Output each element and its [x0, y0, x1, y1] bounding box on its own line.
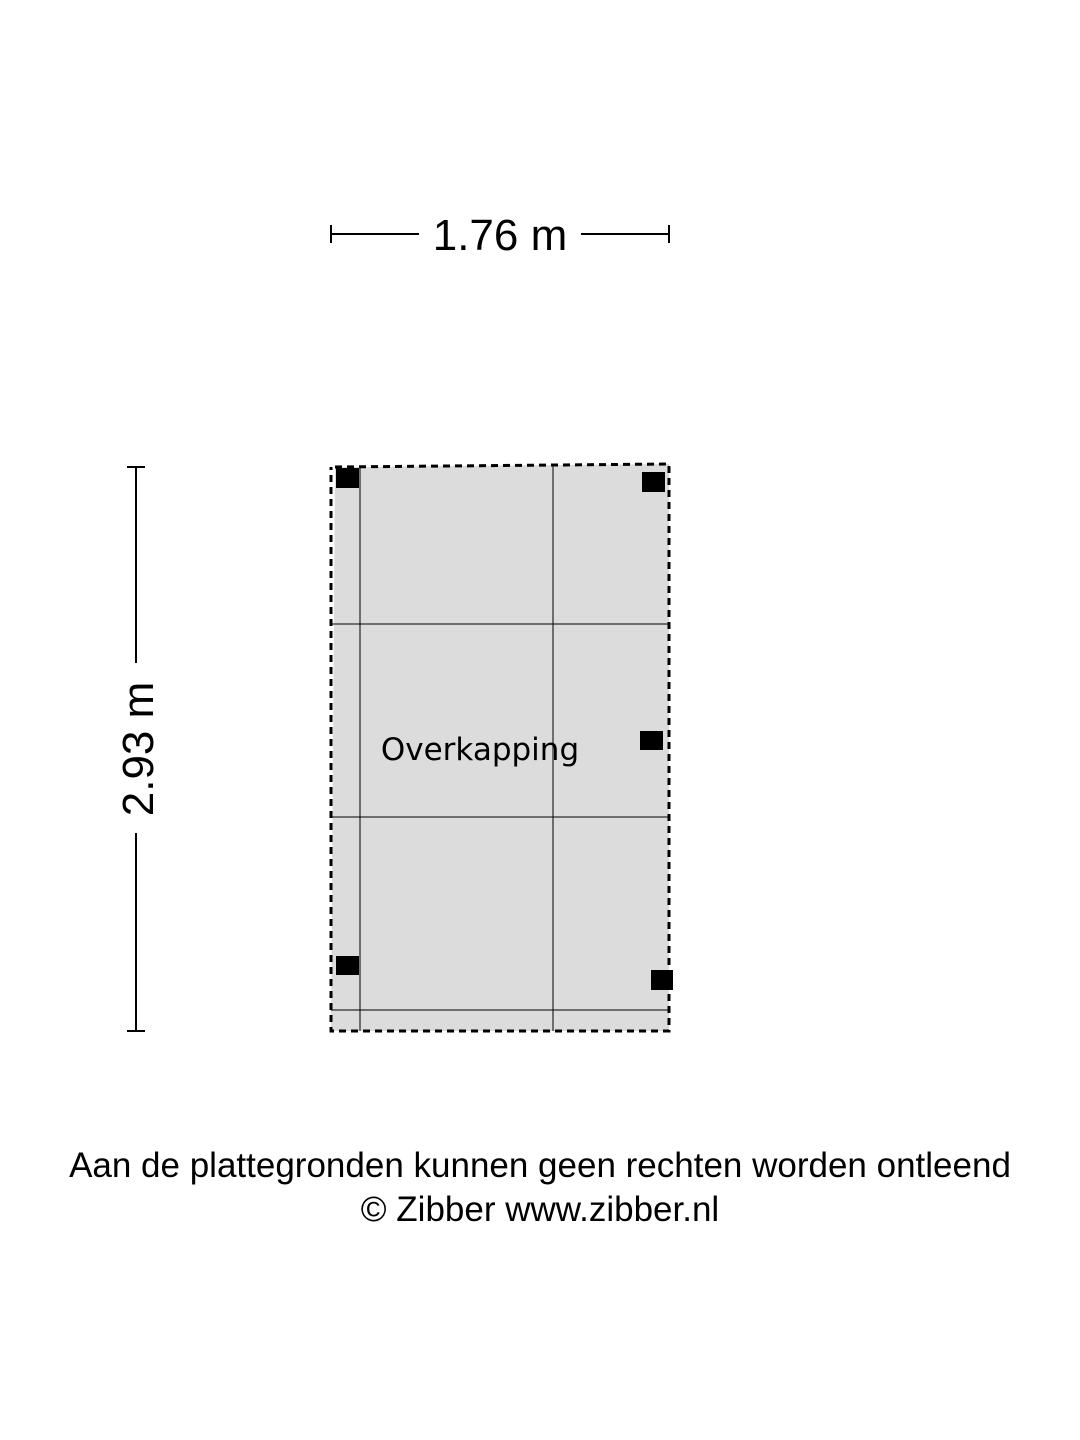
post [336, 956, 359, 975]
room-label: Overkapping [380, 732, 580, 768]
height-label: 2.93 m [114, 681, 163, 817]
width-label: 1.76 m [432, 211, 568, 260]
post [336, 468, 359, 488]
disclaimer-text: Aan de plattegronden kunnen geen rechten worden ontleend [69, 1146, 1011, 1185]
post [651, 970, 673, 990]
height-dimension [114, 467, 163, 1031]
room-overkapping [331, 464, 673, 1031]
post [642, 472, 665, 492]
width-dimension [331, 211, 669, 260]
post [640, 731, 663, 750]
copyright-text: © Zibber www.zibber.nl [360, 1190, 720, 1229]
